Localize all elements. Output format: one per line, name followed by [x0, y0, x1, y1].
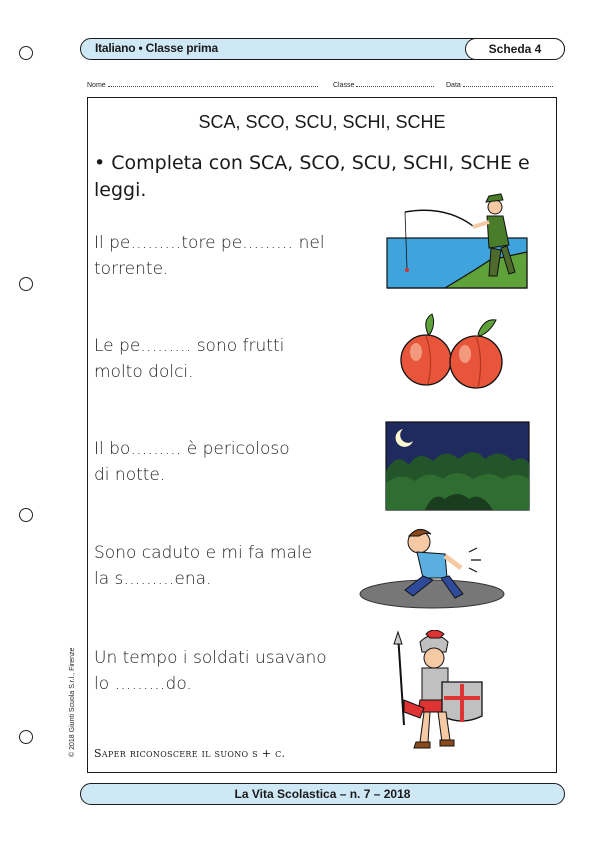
exercise-4-line-1: Sono caduto e mi fa male: [94, 543, 313, 563]
binder-hole-2: [19, 277, 33, 291]
class-field: [333, 80, 434, 89]
sheet-tab: Scheda 4: [465, 38, 565, 60]
date-field: [446, 80, 553, 89]
date-blank: [463, 80, 553, 87]
exercise-5-line-2: lo ………do.: [94, 674, 192, 694]
header-band: [80, 38, 565, 60]
instruction-text: • Completa con SCA, SCO, SCU, SCHI, SCHE e leggi.: [94, 152, 530, 201]
exercise-1: [94, 230, 364, 282]
name-blank: [108, 80, 318, 87]
exercise-1-line-2: torrente.: [94, 259, 169, 279]
class-label: Classe: [333, 82, 355, 89]
exercise-3: [94, 436, 364, 488]
exercise-5: [94, 645, 364, 697]
learning-goal: Saper riconoscere il suono s + c.: [94, 747, 286, 760]
footer-band: La Vita Scolastica – n. 7 – 2018: [80, 783, 565, 805]
exercise-2-line-1: Le pe……… sono frutti: [94, 336, 285, 356]
date-label: Data: [446, 82, 461, 89]
peaches-icon: [398, 312, 508, 392]
exercise-3-line-2: di notte.: [94, 465, 166, 485]
exercise-4: [94, 540, 364, 592]
class-blank: [356, 80, 434, 87]
binder-hole-3: [19, 508, 33, 522]
fisherman-icon: [385, 190, 530, 290]
exercise-5-line-1: Un tempo i soldati usavano: [94, 648, 327, 668]
night-forest-icon: [385, 421, 530, 511]
roman-soldier-icon: [390, 630, 490, 755]
fallen-boy-icon: [357, 522, 507, 612]
exercise-2-line-2: molto dolci.: [94, 362, 194, 382]
copyright-note: © 2018 Giunti Scuola S.r.l., Firenze: [69, 647, 76, 757]
exercise-2: [94, 333, 364, 385]
exercise-3-line-1: Il bo……… è pericoloso: [94, 439, 290, 459]
binder-hole-1: [19, 46, 33, 60]
name-field: [87, 80, 318, 89]
exercise-4-line-2: la s………ena.: [94, 569, 212, 589]
page-title: SCA, SCO, SCU, SCHI, SCHE: [198, 112, 446, 132]
binder-hole-4: [19, 730, 33, 744]
exercise-1-line-1: Il pe………tore pe……… nel: [94, 233, 325, 253]
subject-label: Italiano • Classe prima: [95, 41, 218, 55]
name-label: Nome: [87, 82, 106, 89]
